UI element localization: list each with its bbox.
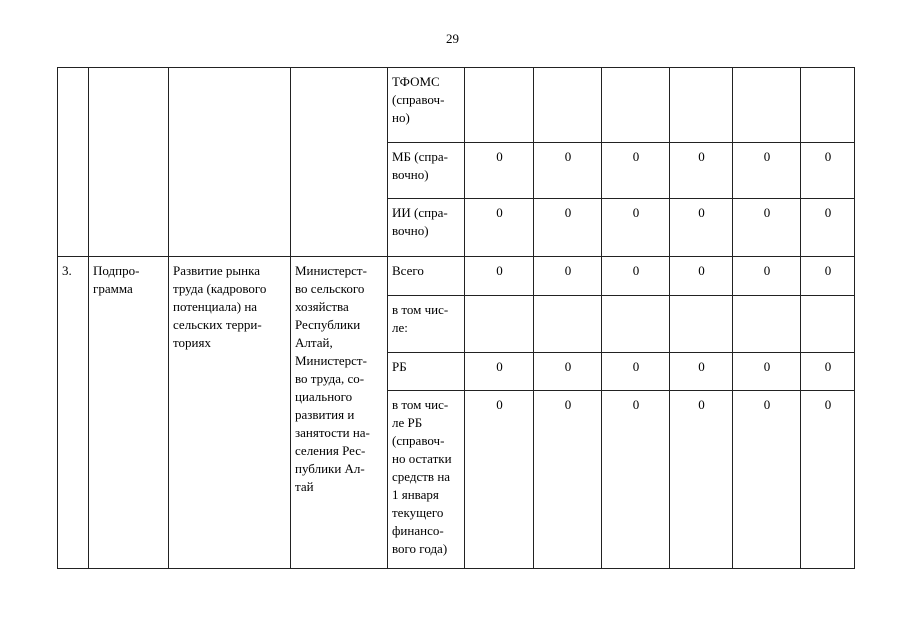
value-cell: 0 <box>602 143 670 199</box>
value-cell: 0 <box>670 353 733 391</box>
value-cell <box>670 68 733 143</box>
source-cell: в том чис- ле РБ (справоч- но остатки средств на 1 января текущего финансо- вого года) <box>388 391 465 569</box>
value-cell: 0 <box>670 199 733 257</box>
value-cell: 0 <box>801 391 855 569</box>
source-cell: ТФОМС (справоч- но) <box>388 68 465 143</box>
value-cell: 0 <box>534 143 602 199</box>
program-type: Подпро- грамма <box>89 257 169 569</box>
executor-cell-empty <box>291 68 388 257</box>
source-cell: в том чис- ле: <box>388 296 465 353</box>
value-cell: 0 <box>733 353 801 391</box>
value-cell: 0 <box>801 257 855 296</box>
program-executor: Министерст- во сельского хозяйства Республики Алтай, Министерст- во труда, со- циального развития и занятости на- селения Рес- публики Ал- тай <box>291 257 388 569</box>
value-cell: 0 <box>602 199 670 257</box>
page-number: 29 <box>446 31 459 46</box>
source-cell: Всего <box>388 257 465 296</box>
value-cell: 0 <box>602 353 670 391</box>
value-cell: 0 <box>733 143 801 199</box>
value-cell: 0 <box>465 199 534 257</box>
table-row <box>58 68 855 143</box>
value-cell <box>733 296 801 353</box>
value-cell <box>801 296 855 353</box>
name-cell-empty <box>169 68 291 257</box>
value-cell <box>465 296 534 353</box>
value-cell: 0 <box>534 199 602 257</box>
type-cell-empty <box>89 68 169 257</box>
value-cell <box>733 68 801 143</box>
program-number: 3. <box>58 257 89 569</box>
source-cell: РБ <box>388 353 465 391</box>
value-cell: 0 <box>465 257 534 296</box>
value-cell: 0 <box>534 257 602 296</box>
source-cell: МБ (спра- вочно) <box>388 143 465 199</box>
number-cell-empty <box>58 68 89 257</box>
value-cell <box>670 296 733 353</box>
value-cell <box>602 296 670 353</box>
table-row <box>58 257 855 296</box>
value-cell: 0 <box>670 257 733 296</box>
value-cell <box>801 68 855 143</box>
value-cell <box>534 68 602 143</box>
value-cell: 0 <box>534 391 602 569</box>
value-cell: 0 <box>465 391 534 569</box>
program-name: Развитие рынка труда (кадрового потенциала) на сельских терри- ториях <box>169 257 291 569</box>
value-cell: 0 <box>733 391 801 569</box>
value-cell: 0 <box>534 353 602 391</box>
value-cell <box>534 296 602 353</box>
value-cell: 0 <box>801 353 855 391</box>
source-cell: ИИ (спра- вочно) <box>388 199 465 257</box>
value-cell: 0 <box>465 143 534 199</box>
value-cell <box>602 68 670 143</box>
value-cell: 0 <box>602 391 670 569</box>
value-cell: 0 <box>733 257 801 296</box>
value-cell: 0 <box>602 257 670 296</box>
value-cell: 0 <box>670 143 733 199</box>
value-cell: 0 <box>801 199 855 257</box>
value-cell: 0 <box>670 391 733 569</box>
value-cell: 0 <box>733 199 801 257</box>
value-cell: 0 <box>465 353 534 391</box>
budget-table <box>57 67 855 569</box>
value-cell: 0 <box>801 143 855 199</box>
value-cell <box>465 68 534 143</box>
